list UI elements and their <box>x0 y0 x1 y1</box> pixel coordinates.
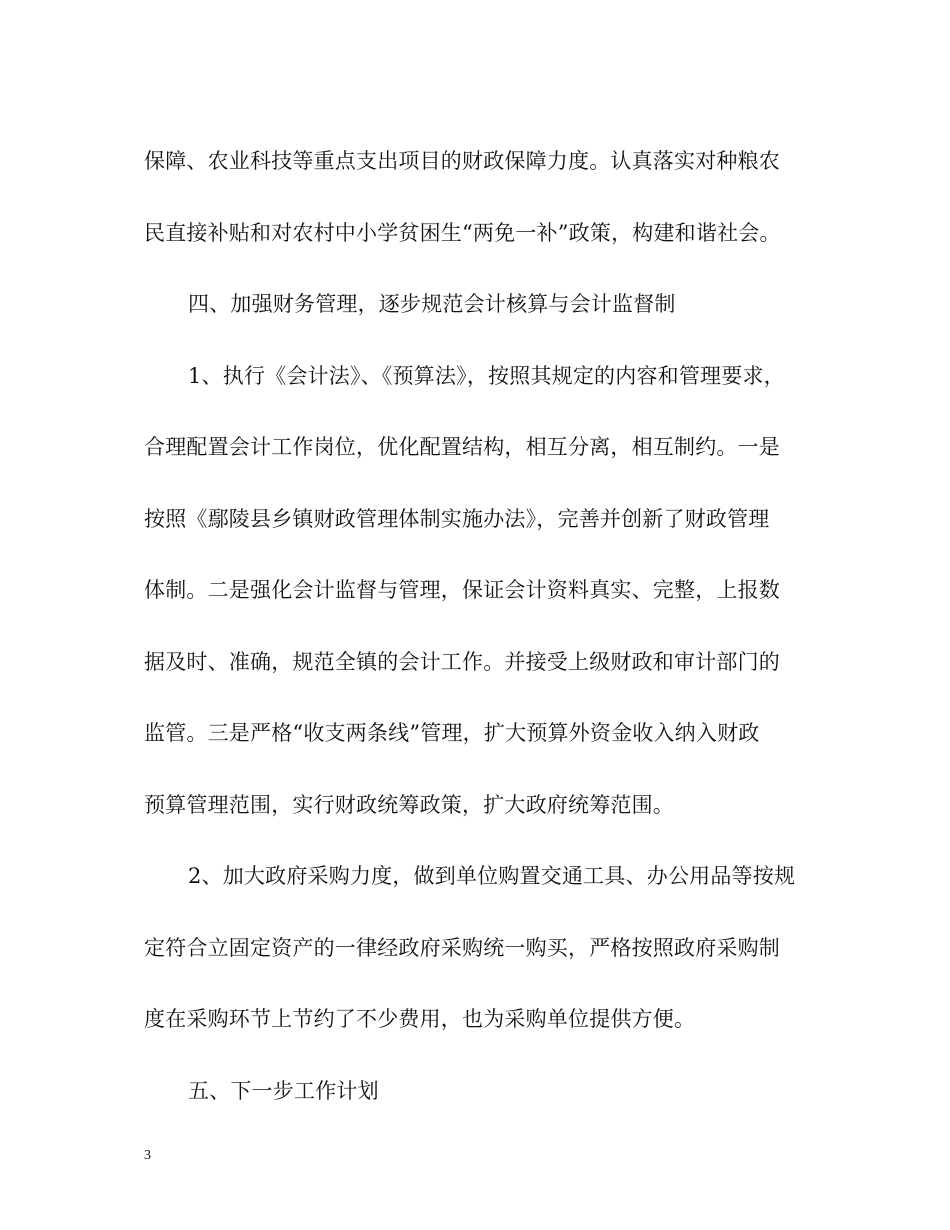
body-text <box>144 137 824 1138</box>
text-line: 1、执行《会计法》、《预算法》，按照其规定的内容和管理要求， <box>188 363 785 388</box>
text-line: 体制。二是强化会计监督与管理，保证会计资料真实、完整，上报数 <box>144 578 780 602</box>
text-line: 民直接补贴和对农村中小学贫困生“两免一补”政策，构建和谐社会。 <box>144 220 781 245</box>
section-heading: 四、加强财务管理，逐步规范会计核算与会计监督制 <box>188 292 676 316</box>
text-line: 按照《鄢陵县乡镇财政管理体制实施办法》，完善并创新了财政管理 <box>144 506 770 531</box>
text-line: 据及时、准确，规范全镇的会计工作。并接受上级财政和审计部门的 <box>144 649 780 674</box>
text-line: 2、加大政府采购力度，做到单位购置交通工具、办公用品等按规 <box>188 864 796 888</box>
text-line: 合理配置会计工作岗位，优化配置结构，相互分离，相互制约。一是 <box>144 435 780 459</box>
section-heading: 五、下一步工作计划 <box>188 1078 379 1103</box>
page-number: 3 <box>144 1148 151 1163</box>
text-line: 度在采购环节上节约了不少费用，也为采购单位提供方便。 <box>144 1007 696 1031</box>
text-line: 保障、农业科技等重点支出项目的财政保障力度。认真落实对种粮农 <box>144 149 780 173</box>
text-line: 监管。三是严格“收支两条线”管理，扩大预算外资金收入纳入财政 <box>144 721 760 745</box>
text-line: 预算管理范围，实行财政统筹政策，扩大政府统筹范围。 <box>144 792 674 817</box>
text-line: 定符合立固定资产的一律经政府采购统一购买，严格按照政府采购制 <box>144 935 780 960</box>
